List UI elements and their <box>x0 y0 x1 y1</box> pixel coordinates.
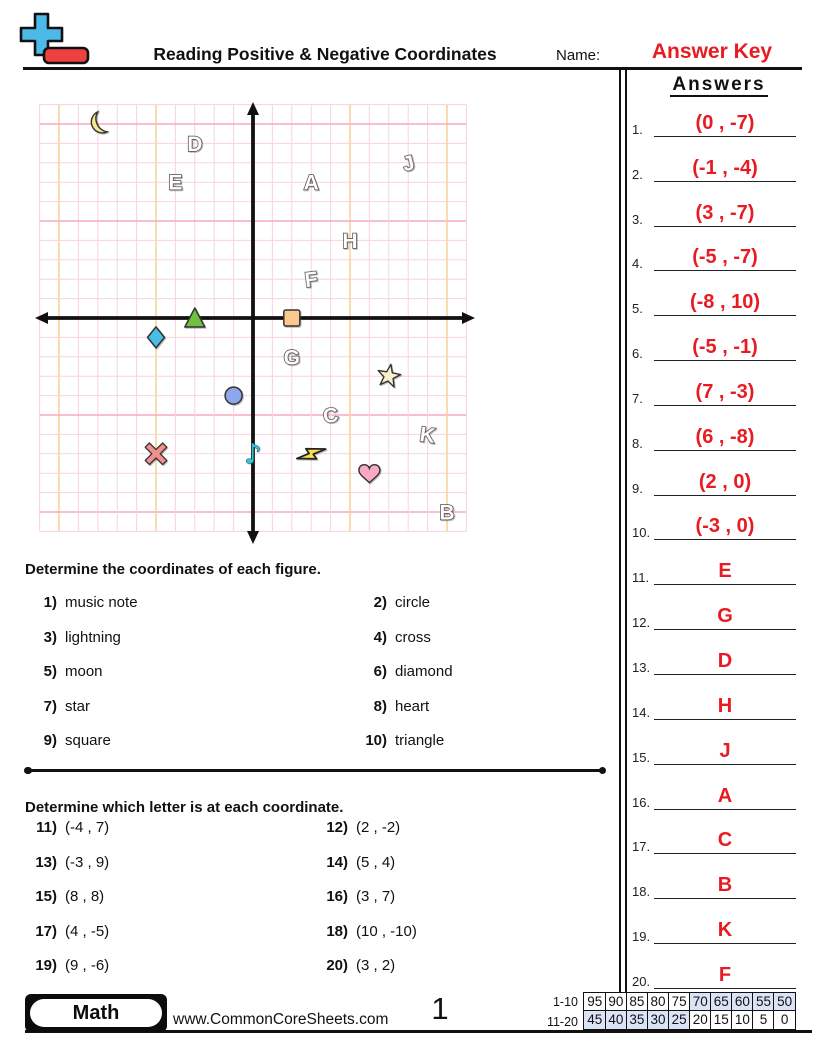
answer-value: E <box>718 560 732 583</box>
score-cell: 70 <box>689 992 712 1012</box>
score-cell: 75 <box>668 992 691 1012</box>
answer-row <box>630 496 810 541</box>
question-item <box>310 819 610 854</box>
question-row <box>25 957 610 992</box>
answer-row <box>630 899 810 944</box>
answer-number: 20. <box>632 973 651 989</box>
question-item <box>25 888 310 923</box>
grid-letter-A: A <box>303 171 319 195</box>
y-axis-arrow-top <box>247 102 259 115</box>
question-item <box>25 732 310 767</box>
question-item <box>25 957 310 992</box>
answer-value: B <box>717 874 733 897</box>
answer-number: 18. <box>632 884 651 900</box>
answer-row <box>630 810 810 855</box>
answer-row <box>630 675 810 720</box>
answer-row <box>630 720 810 765</box>
question-item <box>25 698 310 733</box>
coordinate-grid <box>0 0 510 560</box>
question-number: 15) <box>35 888 57 906</box>
y-axis-arrow-bottom <box>247 531 259 544</box>
question-text: (10 , -10) <box>356 922 417 940</box>
grid-letter-B: B <box>439 501 455 525</box>
answer-row <box>630 406 810 451</box>
question-row <box>25 698 610 733</box>
score-cell: 15 <box>710 1010 733 1030</box>
grid-letter-C: C <box>321 403 341 429</box>
question-row <box>25 629 610 664</box>
answer-row <box>630 585 810 630</box>
grid-letter-E: E <box>168 171 183 195</box>
answer-row <box>630 137 810 182</box>
score-cell: 45 <box>583 1010 606 1030</box>
answer-value: (6 , -8) <box>695 425 755 448</box>
question-item <box>25 629 310 664</box>
answer-number: 13. <box>632 659 651 675</box>
answer-number: 1. <box>632 121 643 137</box>
question-text: (-4 , 7) <box>65 819 110 836</box>
x-axis-arrow-right <box>462 312 475 324</box>
moon-shape <box>88 112 107 137</box>
question-text: music note <box>65 594 138 611</box>
subject-badge <box>25 994 167 1032</box>
question-row <box>25 819 610 854</box>
grid-letter-K: K <box>418 422 437 448</box>
question-number: 7) <box>43 697 57 715</box>
heart-shape <box>359 465 380 483</box>
question-item <box>310 923 610 958</box>
question-item <box>310 854 610 889</box>
answer-value: H <box>717 694 733 717</box>
question-text: (2 , -2) <box>356 819 401 836</box>
grid-letter-G: G <box>283 346 300 370</box>
answer-value: K <box>717 919 733 942</box>
answer-number: 16. <box>632 794 651 810</box>
section-divider <box>27 769 603 772</box>
question-number: 1) <box>43 594 57 611</box>
answer-number: 11. <box>632 570 650 586</box>
question-number: 17) <box>35 922 57 940</box>
question-number: 19) <box>35 957 57 975</box>
answer-row <box>630 540 810 585</box>
question-text: heart <box>395 697 430 715</box>
question-text: (8 , 8) <box>65 888 105 906</box>
score-cell: 30 <box>647 1010 670 1030</box>
answer-number: 14. <box>632 704 651 720</box>
question-number: 5) <box>43 663 57 681</box>
score-cell: 90 <box>605 992 628 1012</box>
question-number: 16) <box>326 888 348 906</box>
answer-row <box>630 182 810 227</box>
question-item <box>25 663 310 698</box>
question-row <box>25 888 610 923</box>
answer-value: (-5 , -1) <box>692 336 758 359</box>
answer-number: 10. <box>632 525 651 541</box>
question-text: star <box>65 697 91 715</box>
answer-row <box>630 451 810 496</box>
question-number: 10) <box>365 732 387 750</box>
question-text: diamond <box>395 663 453 681</box>
question-number: 2) <box>373 594 387 611</box>
answer-value: (2 , 0) <box>698 470 752 493</box>
score-cell: 80 <box>647 992 670 1012</box>
question-text: square <box>65 732 111 750</box>
answer-row <box>630 227 810 272</box>
answer-value: (3 , -7) <box>695 201 755 224</box>
question-text: cross <box>395 628 431 646</box>
answer-number: 19. <box>632 929 651 945</box>
answer-row <box>630 92 810 137</box>
answer-value: (0 , -7) <box>695 111 755 134</box>
answer-value: A <box>717 784 733 807</box>
triangle-shape <box>185 308 205 327</box>
question-row <box>25 923 610 958</box>
page-number: 1 <box>431 991 449 1026</box>
answer-row <box>630 271 810 316</box>
answer-row <box>630 361 810 406</box>
answer-value: (-1 , -4) <box>692 156 758 179</box>
question-text: (-3 , 9) <box>65 853 110 871</box>
answer-number: 9. <box>632 480 643 496</box>
question-text: moon <box>65 663 103 681</box>
question-item <box>310 698 610 733</box>
question-item <box>310 732 610 767</box>
x-axis-arrow-left <box>35 312 48 324</box>
answer-value: C <box>717 829 733 852</box>
question-number: 11) <box>36 819 57 836</box>
answer-row <box>630 630 810 675</box>
answer-row <box>630 316 810 361</box>
score-cell: 40 <box>605 1010 628 1030</box>
section2-questions <box>25 819 610 992</box>
header-rule <box>23 67 802 70</box>
answer-row <box>630 944 810 989</box>
score-row <box>534 1012 796 1032</box>
answer-number: 17. <box>632 839 651 855</box>
question-number: 3) <box>43 628 57 646</box>
answer-value: (7 , -3) <box>695 380 755 403</box>
page-title: Reading Positive & Negative Coordinates <box>153 44 497 64</box>
answer-value: (-8 , 10) <box>689 291 761 314</box>
question-number: 12) <box>326 819 348 836</box>
answer-value: D <box>717 649 733 672</box>
score-cell: 55 <box>752 992 775 1012</box>
answer-number: 3. <box>632 211 643 227</box>
svg-text:♪: ♪ <box>244 438 262 470</box>
answer-number: 5. <box>632 301 643 317</box>
score-cell: 35 <box>626 1010 649 1030</box>
answer-value: J <box>719 739 731 762</box>
section1-heading: Determine the coordinates of each figure. <box>25 561 321 578</box>
question-item <box>25 923 310 958</box>
answer-number: 4. <box>632 256 643 272</box>
question-item <box>310 957 610 992</box>
question-number: 9) <box>43 732 57 750</box>
name-label: Name: <box>556 47 601 64</box>
answer-value: (-3 , 0) <box>695 515 755 538</box>
answers-separator <box>619 70 627 1032</box>
answer-value: (-5 , -7) <box>692 246 758 269</box>
question-item <box>25 854 310 889</box>
question-text: lightning <box>65 628 121 646</box>
question-number: 14) <box>326 853 348 871</box>
question-text: (5 , 4) <box>356 853 396 871</box>
score-cell: 95 <box>583 992 606 1012</box>
answer-number: 8. <box>632 435 643 451</box>
question-text: (3 , 2) <box>356 957 396 975</box>
question-row <box>25 854 610 889</box>
question-number: 4) <box>373 628 387 646</box>
grid-letter-D: D <box>187 132 203 156</box>
score-row <box>534 992 796 1012</box>
score-cell: 25 <box>668 1010 691 1030</box>
website-url: www.CommonCoreSheets.com <box>173 1011 389 1028</box>
question-row <box>25 732 610 767</box>
answer-number: 7. <box>632 390 643 406</box>
star-shape <box>376 362 402 387</box>
score-cell: 0 <box>773 1010 796 1030</box>
question-text: (4 , -5) <box>65 922 110 940</box>
question-row <box>25 663 610 698</box>
answer-blank-line <box>654 988 796 989</box>
score-cell: 85 <box>626 992 649 1012</box>
answer-number: 6. <box>632 346 643 362</box>
question-text: circle <box>395 594 431 611</box>
score-cell: 65 <box>710 992 733 1012</box>
answer-number: 2. <box>632 166 643 182</box>
answers-list <box>630 92 810 989</box>
question-text: (3 , 7) <box>356 888 396 906</box>
question-item <box>310 663 610 698</box>
grid-letter-J: J <box>399 151 417 177</box>
cross-shape <box>145 443 167 465</box>
answer-row <box>630 765 810 810</box>
question-item <box>25 819 310 854</box>
score-range-label: 1-10 <box>552 995 578 1009</box>
lightning-shape <box>295 440 327 469</box>
square-shape <box>284 310 300 326</box>
question-number: 13) <box>35 853 57 871</box>
grid-letter-H: H <box>342 229 358 253</box>
score-cell: 5 <box>752 1010 775 1030</box>
question-row <box>25 594 610 629</box>
question-item <box>310 594 610 629</box>
score-cell: 20 <box>689 1010 712 1030</box>
score-range-label: 11-20 <box>546 1015 578 1029</box>
answer-number: 12. <box>632 615 651 631</box>
question-number: 8) <box>373 697 387 715</box>
music-note-shape <box>244 439 261 470</box>
score-cell: 10 <box>731 1010 754 1030</box>
answer-row <box>630 854 810 899</box>
question-item <box>310 888 610 923</box>
answers-heading: Answers <box>672 74 766 95</box>
question-text: (9 , -6) <box>65 957 110 975</box>
answer-value: F <box>718 963 732 986</box>
score-cell: 50 <box>773 992 796 1012</box>
question-number: 6) <box>373 663 387 681</box>
question-item <box>310 629 610 664</box>
answer-value: G <box>717 605 733 628</box>
question-number: 18) <box>326 922 348 940</box>
answer-key-label: Answer Key <box>651 40 773 63</box>
subject-label: Math <box>30 999 162 1027</box>
circle-shape <box>225 387 242 404</box>
question-text: triangle <box>395 732 445 750</box>
diamond-shape <box>148 327 165 348</box>
score-cell: 60 <box>731 992 754 1012</box>
answer-number: 15. <box>632 749 651 765</box>
question-number: 20) <box>326 957 348 975</box>
section1-questions <box>25 594 610 767</box>
score-table <box>534 992 796 1032</box>
section2-heading: Determine which letter is at each coordinate. <box>25 799 344 816</box>
grid-letter-F: F <box>303 267 320 293</box>
question-item <box>25 594 310 629</box>
